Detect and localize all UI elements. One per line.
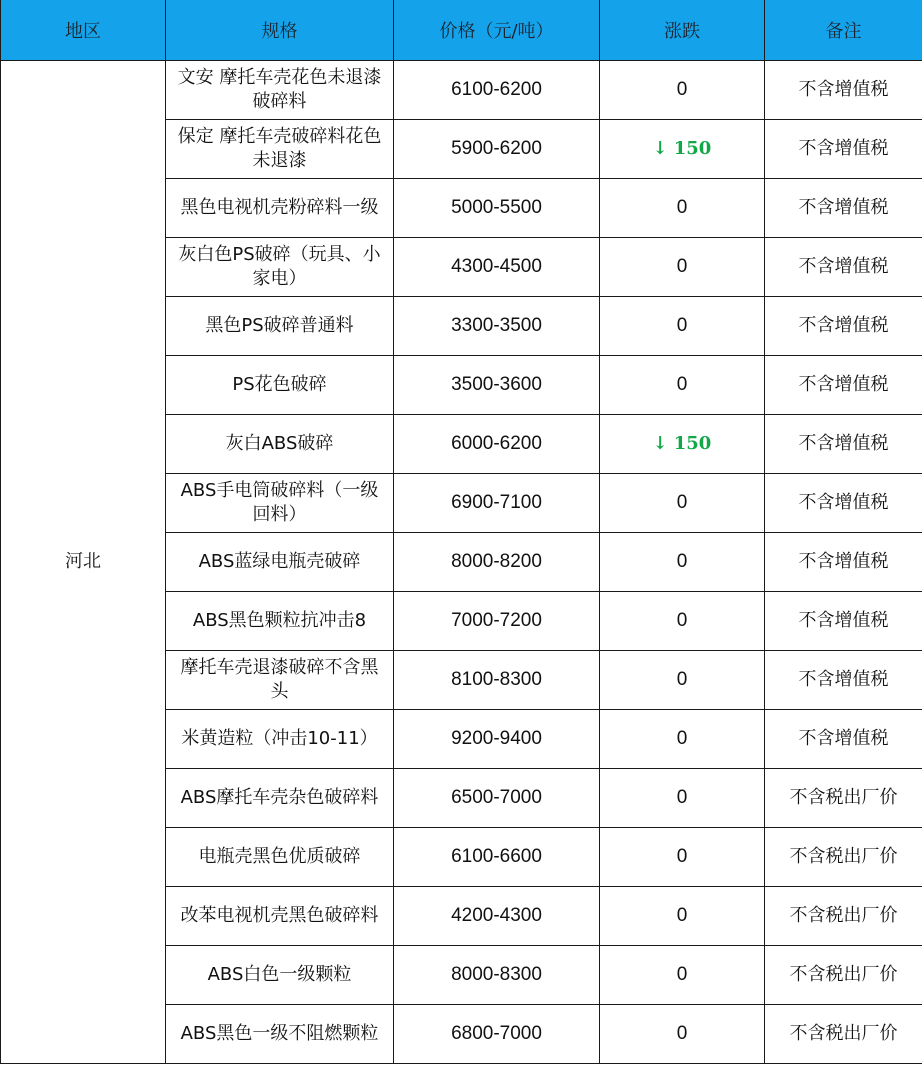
change-down-value xyxy=(653,433,712,454)
note-cell: 不含税出厂价 xyxy=(765,887,922,946)
spec-cell: ABS手电筒破碎料（一级回料） xyxy=(166,474,394,533)
change-cell xyxy=(600,1005,765,1064)
change-cell xyxy=(600,61,765,120)
note-cell: 不含增值税 xyxy=(765,356,922,415)
down-arrow-icon: ↓ xyxy=(652,138,668,159)
change-value: 0 xyxy=(676,1023,688,1044)
note-cell: 不含增值税 xyxy=(765,238,922,297)
down-arrow-icon: ↓ xyxy=(652,433,668,454)
price-cell: 8100-8300 xyxy=(394,651,600,710)
spec-cell: 黑色PS破碎普通料 xyxy=(166,297,394,356)
spec-cell: PS花色破碎 xyxy=(166,356,394,415)
note-cell: 不含增值税 xyxy=(765,651,922,710)
note-cell: 不含税出厂价 xyxy=(765,1005,922,1064)
note-cell: 不含税出厂价 xyxy=(765,828,922,887)
change-cell xyxy=(600,592,765,651)
price-cell: 6800-7000 xyxy=(394,1005,600,1064)
spec-cell: ABS摩托车壳杂色破碎料 xyxy=(166,769,394,828)
note-cell: 不含增值税 xyxy=(765,710,922,769)
price-cell: 6000-6200 xyxy=(394,415,600,474)
spec-cell: 改苯电视机壳黑色破碎料 xyxy=(166,887,394,946)
spec-cell: 黑色电视机壳粉碎料一级 xyxy=(166,179,394,238)
change-cell xyxy=(600,297,765,356)
table-body xyxy=(1,61,922,1064)
change-cell xyxy=(600,179,765,238)
change-value: 0 xyxy=(676,315,688,336)
price-cell: 5000-5500 xyxy=(394,179,600,238)
note-cell: 不含增值税 xyxy=(765,61,922,120)
note-cell: 不含税出厂价 xyxy=(765,769,922,828)
change-cell xyxy=(600,769,765,828)
note-cell: 不含增值税 xyxy=(765,415,922,474)
change-cell xyxy=(600,474,765,533)
spec-cell: 灰白ABS破碎 xyxy=(166,415,394,474)
spec-cell: 摩托车壳退漆破碎不含黑头 xyxy=(166,651,394,710)
change-value: 0 xyxy=(676,492,688,513)
change-value: 0 xyxy=(676,610,688,631)
change-cell xyxy=(600,710,765,769)
note-cell: 不含增值税 xyxy=(765,474,922,533)
change-value: 0 xyxy=(676,669,688,690)
note-cell: 不含增值税 xyxy=(765,592,922,651)
change-value: 0 xyxy=(676,79,688,100)
note-cell: 不含增值税 xyxy=(765,120,922,179)
change-cell xyxy=(600,120,765,179)
change-cell xyxy=(600,828,765,887)
change-cell xyxy=(600,887,765,946)
spec-cell: 米黄造粒（冲击10-11） xyxy=(166,710,394,769)
table-header xyxy=(1,0,922,61)
spec-cell: 灰白色PS破碎（玩具、小家电） xyxy=(166,238,394,297)
price-cell: 3300-3500 xyxy=(394,297,600,356)
price-cell: 7000-7200 xyxy=(394,592,600,651)
change-down-value xyxy=(653,138,712,159)
change-value: 0 xyxy=(676,728,688,749)
change-cell xyxy=(600,356,765,415)
change-value: 0 xyxy=(676,551,688,572)
spec-cell: 电瓶壳黑色优质破碎 xyxy=(166,828,394,887)
change-cell xyxy=(600,533,765,592)
region-cell: 河北 xyxy=(1,61,166,1064)
change-cell xyxy=(600,946,765,1005)
header-note: 备注 xyxy=(765,0,922,61)
change-value: 0 xyxy=(676,905,688,926)
change-value: 0 xyxy=(676,846,688,867)
change-cell xyxy=(600,651,765,710)
header-change: 涨跌 xyxy=(600,0,765,61)
note-cell: 不含增值税 xyxy=(765,179,922,238)
spec-cell: ABS蓝绿电瓶壳破碎 xyxy=(166,533,394,592)
spec-cell: 保定 摩托车壳破碎料花色未退漆 xyxy=(166,120,394,179)
change-value: 150 xyxy=(673,433,712,454)
note-cell: 不含增值税 xyxy=(765,533,922,592)
header-row xyxy=(1,0,922,61)
price-cell: 6500-7000 xyxy=(394,769,600,828)
header-price: 价格（元/吨） xyxy=(394,0,600,61)
price-cell: 4300-4500 xyxy=(394,238,600,297)
price-cell: 4200-4300 xyxy=(394,887,600,946)
table-row xyxy=(1,61,922,120)
change-value: 150 xyxy=(673,138,712,159)
spec-cell: ABS黑色颗粒抗冲击8 xyxy=(166,592,394,651)
change-cell xyxy=(600,238,765,297)
change-value: 0 xyxy=(676,787,688,808)
change-value: 0 xyxy=(676,256,688,277)
change-value: 0 xyxy=(676,964,688,985)
note-cell: 不含增值税 xyxy=(765,297,922,356)
note-cell: 不含税出厂价 xyxy=(765,946,922,1005)
price-cell: 6100-6600 xyxy=(394,828,600,887)
change-value: 0 xyxy=(676,197,688,218)
spec-cell: ABS黑色一级不阻燃颗粒 xyxy=(166,1005,394,1064)
header-spec: 规格 xyxy=(166,0,394,61)
spec-cell: 文安 摩托车壳花色未退漆破碎料 xyxy=(166,61,394,120)
price-cell: 8000-8300 xyxy=(394,946,600,1005)
price-cell: 9200-9400 xyxy=(394,710,600,769)
price-cell: 3500-3600 xyxy=(394,356,600,415)
change-value: 0 xyxy=(676,374,688,395)
change-cell xyxy=(600,415,765,474)
price-cell: 6900-7100 xyxy=(394,474,600,533)
price-cell: 6100-6200 xyxy=(394,61,600,120)
price-cell: 5900-6200 xyxy=(394,120,600,179)
header-region: 地区 xyxy=(1,0,166,61)
price-cell: 8000-8200 xyxy=(394,533,600,592)
spec-cell: ABS白色一级颗粒 xyxy=(166,946,394,1005)
